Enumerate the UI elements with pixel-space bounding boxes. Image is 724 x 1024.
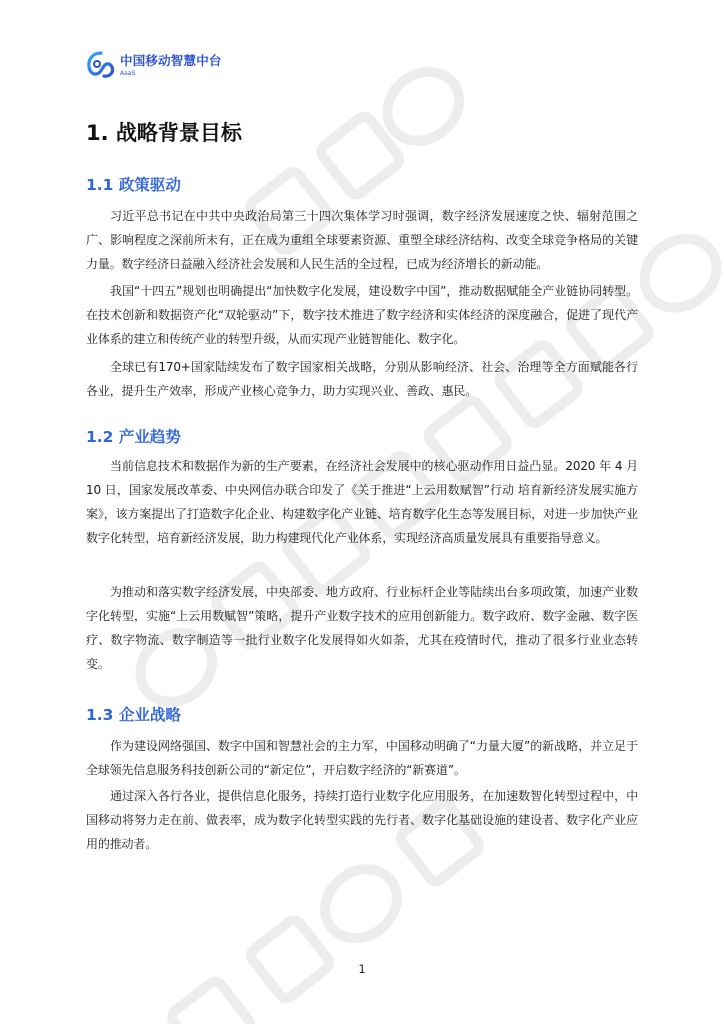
page-number: 1 <box>358 962 366 976</box>
china-mobile-logo-icon <box>86 50 116 84</box>
section-heading: 1.1 政策驱动 <box>86 176 181 194</box>
logo-subtext: AaaS <box>120 70 136 77</box>
brand-logo <box>86 50 222 84</box>
paragraph: 通过深入各行各业，提供信息化服务，持续打造行业数字化应用服务，在加速数智化转型过程中，中国移动将努力走在前、做表率，成为数字化转型实践的先行者、数字化基础设施的建设者、数字化产业应用的推动者。 <box>86 789 638 851</box>
section-heading: 1.2 产业趋势 <box>86 428 181 446</box>
paragraph: 为推动和落实数字经济发展，中央部委、地方政府、行业标杆企业等陆续出台多项政策，加速产业数字化转型，实施“上云用数赋智”策略，提升产业数字技术的应用创新能力。数字政府、数字金融、数字医疗、数字物流、数字制造等一批行业数字化发展得如火如荼，尤其在疫情时代，推动了很多行业业态转变。 <box>86 585 638 671</box>
paragraph: 当前信息技术和数据作为新的生产要素，在经济社会发展中的核心驱动作用日益凸显。2020 年 4 月 10 日，国家发展改革委、中央网信办联合印发了《关于推进“上云用数赋智”行动 培育新经济发展实施方案》，该方案提出了打造数字化企业、构建数字化产业链、培育数字化生态等发展目标，对进一步加快产业数字化转型，培育新经济发展，助力构建现代化产业体系，实现经济高质量发展具有重要指导意义。 <box>86 459 638 545</box>
paragraph: 作为建设网络强国、数字中国和智慧社会的主力军，中国移动明确了“力量大厦”的新战略，并立足于全球领先信息服务科技创新公司的“新定位”，开启数字经济的“新赛道”。 <box>86 739 638 777</box>
paragraph: 全球已有170+国家陆续发布了数字国家相关战略，分别从影响经济、社会、治理等全方面赋能各行各业，提升生产效率，形成产业核心竞争力，助力实现兴业、善政、惠民。 <box>86 360 638 398</box>
paragraph: 习近平总书记在中共中央政治局第三十四次集体学习时强调，数字经济发展速度之快、辐射范围之广、影响程度之深前所未有，正在成为重组全球要素资源、重塑全球经济结构、改变全球竞争格局的关键力量。数字经济日益融入经济社会发展和人民生活的全过程，已成为经济增长的新动能。 <box>86 209 638 271</box>
page-title: 1. 战略背景目标 <box>86 121 242 145</box>
paragraph: 我国“十四五”规划也明确提出“加快数字化发展，建设数字中国”，推动数据赋能全产业链协同转型。在技术创新和数据资产化“双轮驱动”下，数字技术推进了数字经济和实体经济的深度融合，促进了现代产业体系的建立和传统产业的转型升级，从而实现产业链智能化、数字化。 <box>86 284 638 346</box>
section-heading: 1.3 企业战略 <box>86 706 181 724</box>
logo-text: 中国移动智慧中台 <box>120 53 222 68</box>
